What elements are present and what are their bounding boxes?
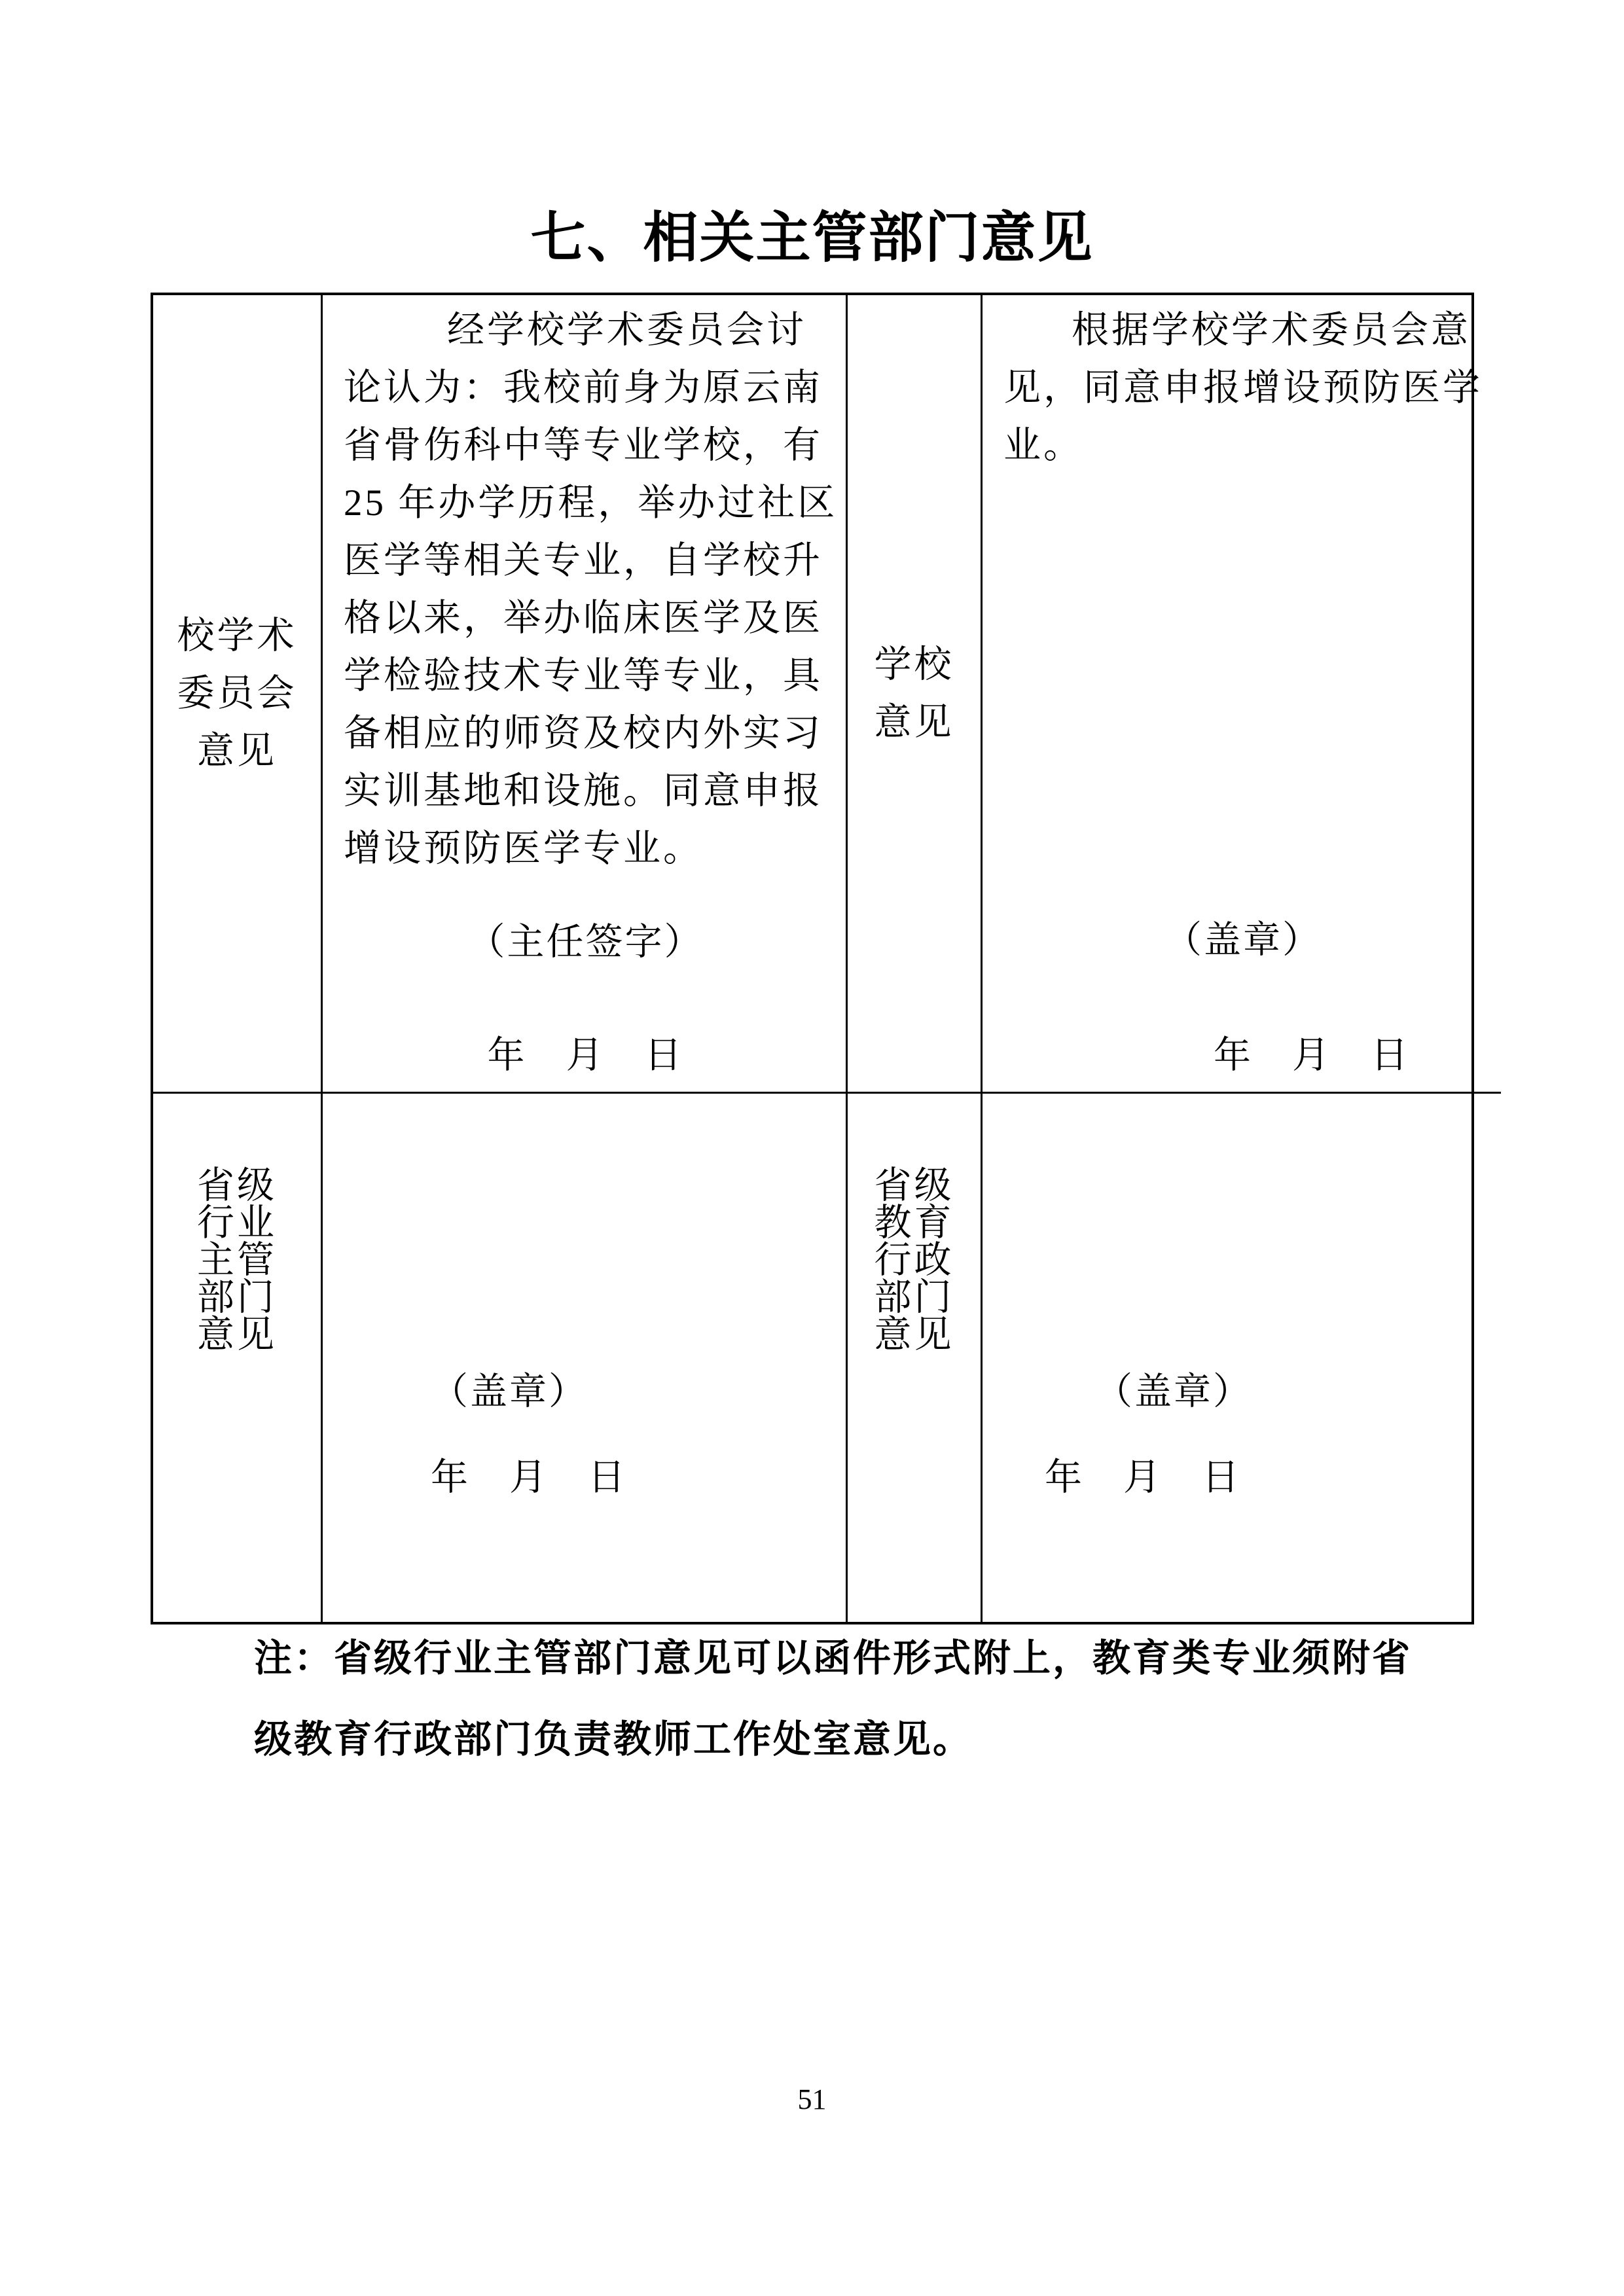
- opinion-text-line: 学检验技术专业等专业，具: [344, 655, 823, 696]
- director-signature-label: （主任签字）: [467, 922, 704, 963]
- opinion-text-line: 格以来，举办临床医学及医: [344, 598, 823, 639]
- opinion-text-line: 根据学校学术委员会意: [1072, 310, 1471, 351]
- date-placeholder: 年 月 日: [431, 1457, 627, 1498]
- opinion-text-line: 增设预防医学专业。: [344, 828, 703, 869]
- academic-committee-opinion-cell: [323, 295, 848, 1094]
- provincial-education-dept-opinion-cell: [983, 1094, 1501, 1622]
- footnote-line: 注：省级行业主管部门意见可以函件形式附上，教育类专业须附省: [254, 1637, 1413, 1679]
- page-number: 51: [797, 2083, 827, 2115]
- header-line: 学校: [874, 643, 954, 685]
- opinion-text-line: 省骨伤科中等专业学校，有: [344, 425, 823, 466]
- footnote-line: 级教育行政部门负责教师工作处室意见。: [254, 1718, 973, 1761]
- header-line: 委员会: [177, 672, 297, 714]
- opinion-text-line: 医学等相关专业，自学校升: [344, 540, 823, 581]
- page-title: 七、相关主管部门意见: [530, 208, 1094, 269]
- header-line: 行政: [874, 1240, 954, 1281]
- header-line: 省级: [874, 1165, 954, 1206]
- seal-placeholder: （盖章）: [1164, 920, 1322, 961]
- opinion-text-line: 论认为：我校前身为原云南: [344, 367, 823, 408]
- opinion-text-line: 见，同意申报增设预防医学: [1003, 367, 1483, 408]
- footnote: [254, 1618, 1419, 1780]
- school-opinion-header-cell: [848, 295, 983, 1094]
- date-placeholder: 年 月 日: [487, 1035, 684, 1076]
- opinion-text-line: 25 年办学历程，举办过社区: [344, 482, 838, 524]
- date-placeholder: 年 月 日: [1045, 1457, 1241, 1498]
- header-line: 省级: [197, 1165, 277, 1206]
- opinion-table: [151, 293, 1483, 1624]
- header-line: 意见: [874, 1314, 954, 1355]
- header-line: 主管: [197, 1240, 277, 1281]
- header-line: 校学术: [177, 615, 297, 656]
- opinion-text-line: 备相应的师资及校内外实习: [344, 713, 823, 754]
- provincial-industry-dept-opinion-cell: [323, 1094, 848, 1622]
- seal-placeholder: （盖章）: [1095, 1371, 1252, 1412]
- header-line: 教育: [874, 1202, 954, 1244]
- header-line: 意见: [197, 730, 277, 772]
- school-opinion-cell: [983, 295, 1501, 1094]
- header-line: 意见: [874, 701, 954, 743]
- header-line: 部门: [197, 1277, 277, 1318]
- opinion-text-line: 经学校学术委员会讨: [447, 310, 806, 351]
- provincial-industry-dept-header-cell: [153, 1094, 323, 1622]
- header-line: 意见: [197, 1314, 277, 1355]
- academic-committee-header-cell: [153, 295, 323, 1094]
- seal-placeholder: （盖章）: [431, 1371, 588, 1412]
- header-line: 部门: [874, 1277, 954, 1318]
- opinion-text-line: 业。: [1003, 425, 1083, 466]
- opinion-text-line: 实训基地和设施。同意申报: [344, 770, 823, 812]
- date-placeholder: 年 月 日: [1214, 1035, 1410, 1076]
- provincial-education-dept-header-cell: [848, 1094, 983, 1622]
- header-line: 行业: [197, 1202, 277, 1244]
